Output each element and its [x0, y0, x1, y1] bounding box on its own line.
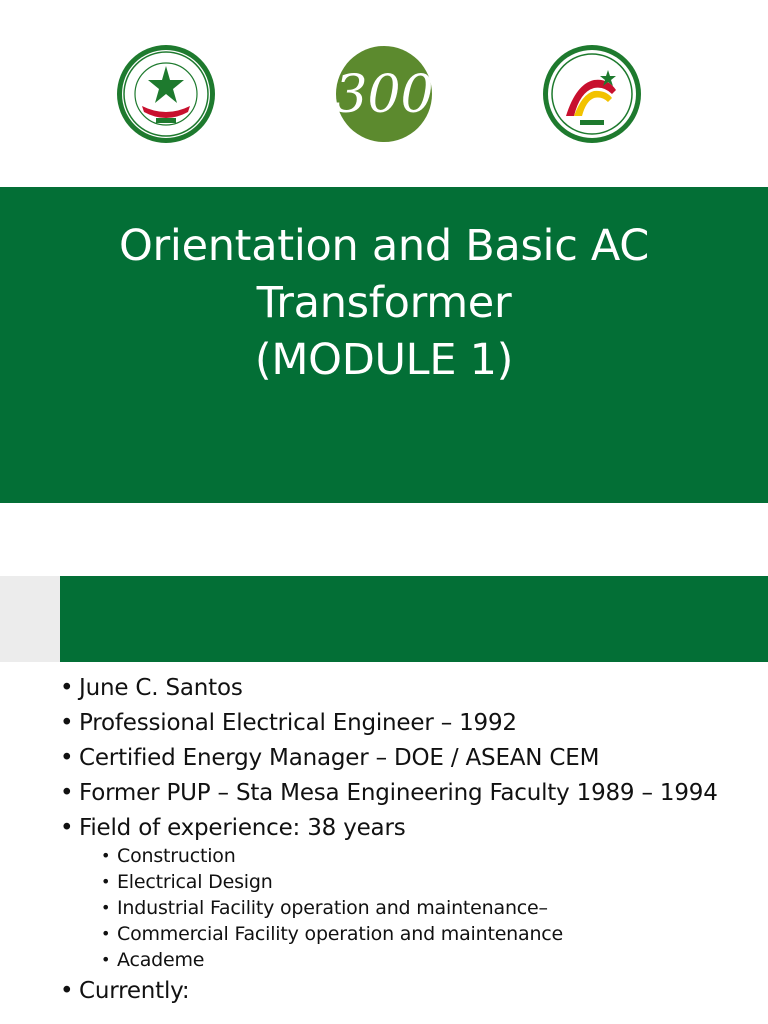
list-item: • Certified Energy Manager – DOE / ASEAN CEM	[58, 746, 748, 771]
list-item: • Currently:	[58, 979, 748, 1004]
sub-list-item: • Construction	[58, 843, 748, 869]
list-item: • Professional Electrical Engineer – 1992	[58, 711, 748, 736]
slide-title-line-1: Orientation and Basic AC	[119, 221, 649, 271]
slide-title-line-2: Transformer	[256, 278, 512, 328]
list-item: • Former PUP – Sta Mesa Engineering Faculty 1989 – 1994	[58, 781, 748, 806]
anniversary-300-logo	[330, 42, 438, 146]
slide-title	[0, 218, 768, 389]
slide-2-header-band	[60, 576, 768, 662]
university-seal-logo	[116, 44, 216, 144]
bullet-list	[58, 676, 748, 1014]
slide-title-line-3: (MODULE 1)	[254, 335, 514, 385]
engineering-college-seal-logo	[542, 44, 642, 144]
sub-list-item: • Electrical Design	[58, 869, 748, 895]
sub-bullet-list	[58, 843, 748, 973]
slide-2-side-strip	[0, 576, 60, 662]
sub-list-item: • Academe	[58, 947, 748, 973]
sub-list-item: • Commercial Facility operation and maintenance	[58, 921, 748, 947]
list-item: • Field of experience: 38 years	[58, 816, 748, 841]
list-item: • June C. Santos	[58, 676, 748, 701]
logo-header	[0, 0, 768, 187]
svg-text:300: 300	[334, 65, 434, 125]
sub-list-item: • Industrial Facility operation and maintenance–	[58, 895, 748, 921]
